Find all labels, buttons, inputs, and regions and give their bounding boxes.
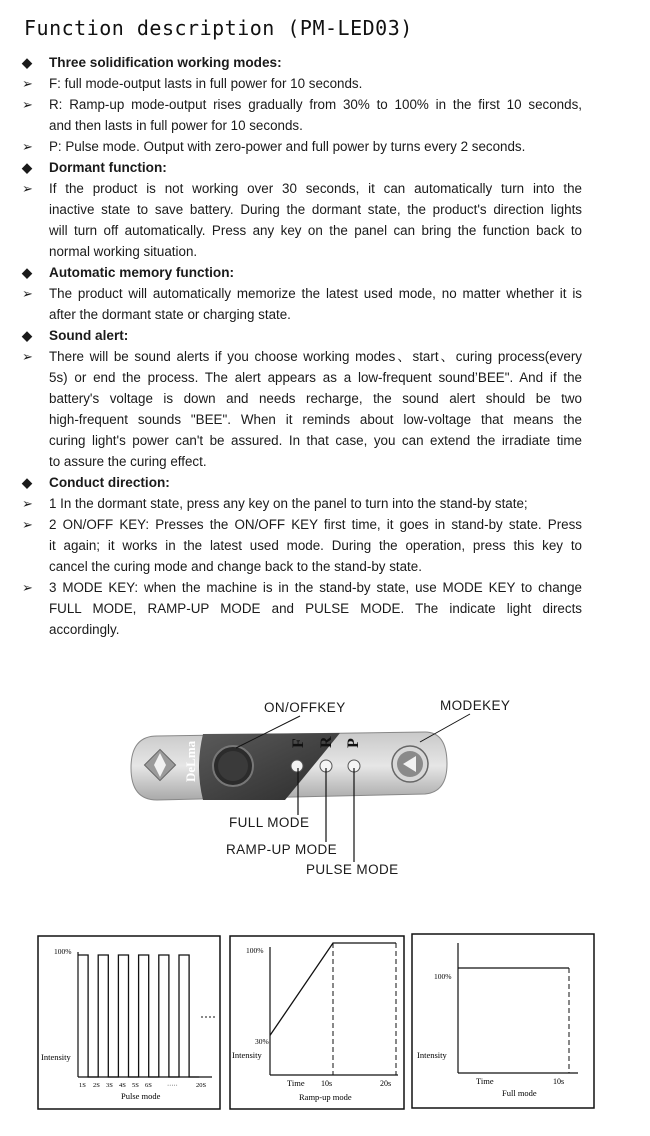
ramp-x-label: Time [287,1078,305,1088]
brand-name: DeLma [183,740,198,782]
onoff-key-label: ON/OFFKEY [264,700,346,715]
arrow-bullet-icon: ➢ [22,181,33,196]
section-heading [22,157,582,178]
list-item-line [22,535,582,556]
list-item-text: after the dormant state or charging state. [49,307,291,322]
ramp-x-tick: 20s [380,1079,392,1088]
arrow-bullet-icon: ➢ [22,580,33,595]
mode-letter-p: P [345,738,362,748]
list-item-text: 3 MODE KEY: when the machine is in the stand-by state, use MODE KEY to change [49,580,582,595]
section-heading [22,52,582,73]
arrow-bullet-icon: ➢ [22,97,33,112]
section-heading-text: Automatic memory function: [49,265,235,280]
diamond-bullet-icon: ◆ [22,475,32,490]
pulse-chart-title: Pulse mode [121,1091,161,1101]
list-item-text: F: full mode-output lasts in full power for 10 seconds. [49,76,363,91]
mode-letter-r: R [318,736,335,748]
list-item-text: and then lasts in full power for 10 seconds. [49,118,303,133]
list-item-line [22,451,582,472]
list-item-text: cancel the curing mode and change back to the stand-by state. [49,559,422,574]
section-heading-text: Conduct direction: [49,475,170,490]
pulse-x-tick: 6S [145,1082,152,1089]
full-x-tick: 10s [553,1077,565,1086]
list-item-line [22,220,582,241]
list-item-text: FULL MODE, RAMP-UP MODE and PULSE MODE. The indicate light directs [49,601,582,616]
ramp-chart-axes [270,943,398,1075]
ramp-y-tick-100: 100% [246,946,264,955]
list-item-text: P: Pulse mode. Output with zero-power and full power by turns every 2 seconds. [49,139,526,154]
section-heading [22,262,582,283]
list-item-line [22,94,582,115]
list-item-text: to assure the curing effect. [49,454,207,469]
list-item-line [22,388,582,409]
list-item-text: R: Ramp-up mode-output rises gradually from 30% to 100% in the first 10 seconds, [49,97,582,112]
list-item-text: The product will automatically memorize the latest used mode, no matter whether it is [49,286,582,301]
section-heading [22,325,582,346]
full-y-label: Intensity [417,1050,447,1060]
diamond-bullet-icon: ◆ [22,160,32,175]
section-heading-text: Three solidification working modes: [49,55,282,70]
list-item-text: will turn off automatically. Press any key on the panel can bring the function back to [49,223,582,238]
pulse-x-tick: 2S [93,1082,100,1089]
list-item-line [22,178,582,199]
arrow-bullet-icon: ➢ [22,496,33,511]
list-item-line [22,136,582,157]
full-chart-title: Full mode [502,1088,537,1098]
full-mode-label: FULL MODE [229,815,310,830]
pulse-x-tick: 4S [119,1082,126,1089]
chart-frame-ramp [230,936,404,1109]
list-item-line [22,304,582,325]
description-body [22,52,582,640]
list-item-text: it again; it works in the latest used mode. During the operation, press this key to [49,538,582,553]
list-item-text: There will be sound alerts if you choose working modes、start、curing process(every [49,349,582,364]
pulse-x-tick: ····· [167,1082,178,1089]
pulse-series-line [78,955,199,1077]
ramp-chart-title: Ramp-up mode [299,1092,352,1102]
mode-charts [0,925,650,1115]
section-heading [22,472,582,493]
list-item-text: battery's voltage is down and needs recharge, the sound alert should be two [49,391,582,406]
diamond-bullet-icon: ◆ [22,55,32,70]
pulse-x-tick: 1S [79,1082,86,1089]
pulse-x-tick: 3S [106,1082,113,1089]
list-item-line [22,430,582,451]
ramp-y-label: Intensity [232,1050,262,1060]
arrow-bullet-icon: ➢ [22,286,33,301]
arrow-bullet-icon: ➢ [22,349,33,364]
arrow-bullet-icon: ➢ [22,76,33,91]
list-item-line [22,619,582,640]
pulse-x-tick: 5S [132,1082,139,1089]
list-item-line [22,73,582,94]
ramp-y-tick-30: 30% [255,1037,269,1046]
list-item-line [22,577,582,598]
mode-letter-f: F [290,738,307,748]
list-item-text: 5s) or end the process. The alert appears as a low-frequent sound’BEE". And if the [49,370,582,385]
ramp-up-mode-label: RAMP-UP MODE [226,842,338,857]
list-item-text: If the product is not working over 30 seconds, it can automatically turn into the [49,181,582,196]
list-item-text: high-frequent sounds "BEE". When it reminds about low-voltage that means the [49,412,582,427]
full-y-tick: 100% [434,972,452,981]
list-item-line [22,346,582,367]
list-item-text: 1 In the dormant state, press any key on the panel to turn into the stand-by state; [49,496,528,511]
list-item-text: 2 ON/OFF KEY: Presses the ON/OFF KEY first time, it goes in stand-by state. Press [49,517,582,532]
list-item-line [22,283,582,304]
pulse-mode-label: PULSE MODE [306,862,399,877]
ramp-series-line [270,943,396,1035]
mode-key-label: MODEKEY [440,698,511,713]
pulse-y-label: Intensity [41,1052,71,1062]
pulse-x-tick: 20S [196,1082,207,1089]
list-item-text: accordingly. [49,622,120,637]
full-x-label: Time [476,1076,494,1086]
list-item-text: inactive state to save battery. During the dormant state, the product's direction lights [49,202,582,217]
section-heading-text: Dormant function: [49,160,167,175]
list-item-line [22,493,582,514]
list-item-line [22,367,582,388]
list-item-line [22,556,582,577]
ramp-x-tick: 10s [321,1079,333,1088]
list-item-line [22,115,582,136]
pulse-y-tick: 100% [54,947,72,956]
arrow-bullet-icon: ➢ [22,517,33,532]
diamond-bullet-icon: ◆ [22,265,32,280]
chart-frame-full [412,934,594,1108]
list-item-line [22,409,582,430]
section-heading-text: Sound alert: [49,328,129,343]
list-item-text: curing light's power can't be assured. In that case, you can extend the irradiate time [49,433,582,448]
page-title: Function description (PM-LED03) [24,16,413,40]
list-item-line [22,598,582,619]
panel-callouts [0,690,650,890]
list-item-line [22,514,582,535]
full-chart-axes [458,943,578,1073]
arrow-bullet-icon: ➢ [22,139,33,154]
list-item-line [22,199,582,220]
diamond-bullet-icon: ◆ [22,328,32,343]
list-item-line [22,241,582,262]
list-item-text: normal working situation. [49,244,198,259]
